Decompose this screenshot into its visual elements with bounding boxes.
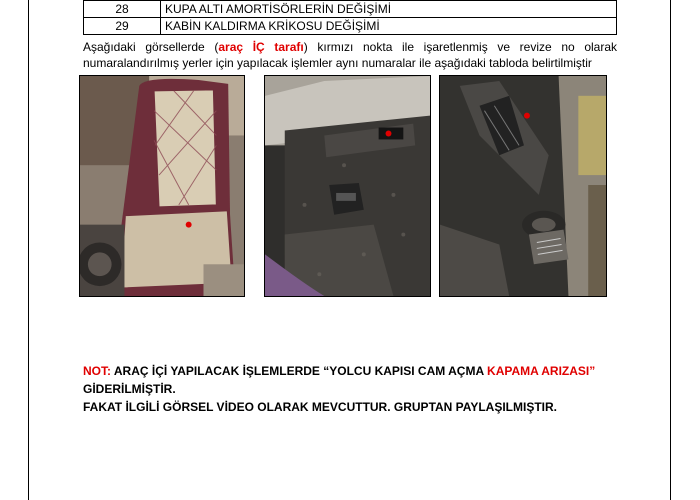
note-label: NOT: (83, 364, 111, 378)
paragraph-text: Aşağıdaki görsellerde ( (83, 40, 219, 54)
paragraph-text: ) kırmızı nokta ile işaretlenmiş ve revize no olarak (303, 40, 618, 54)
note-line-2: FAKAT İLGİLİ GÖRSEL VİDEO OLARAK MEVCUTTUR. GRUPTAN PAYLAŞILMIŞTIR. (83, 400, 558, 414)
page-right-border (670, 0, 671, 500)
repair-items-table (83, 0, 617, 35)
row-number: 28 (84, 1, 161, 18)
note-text: GİDERİLMİŞTİR. (83, 382, 176, 396)
paragraph-line-2: numaralandırılmış yerler için yapılacak işlemler aynı numaralar ile aşağıdaki tabloda belirtilmiştir (83, 56, 592, 70)
paragraph-highlight: araç İÇ tarafı (218, 40, 304, 54)
description-paragraph (83, 39, 617, 71)
table-row (84, 18, 617, 35)
page-left-border (28, 0, 29, 500)
note-text: ARAÇ İÇİ YAPILACAK İŞLEMLERDE “YOLCU KAPISI CAM AÇMA (111, 364, 488, 378)
table-row (84, 1, 617, 18)
door-panel-photo (264, 75, 431, 297)
row-description: KUPA ALTI AMORTİSÖRLERİN DEĞİŞİMİ (161, 1, 617, 18)
truck-seat-photo (79, 75, 245, 297)
row-number: 29 (84, 18, 161, 35)
row-description: KABİN KALDIRMA KRİKOSU DEĞİŞİMİ (161, 18, 617, 35)
cabin-floor-photo (439, 75, 607, 297)
note-line-1 (83, 362, 623, 398)
paragraph-line-1 (83, 39, 617, 55)
note-highlight: KAPAMA ARIZASI” (487, 364, 596, 378)
note-block (83, 362, 623, 416)
